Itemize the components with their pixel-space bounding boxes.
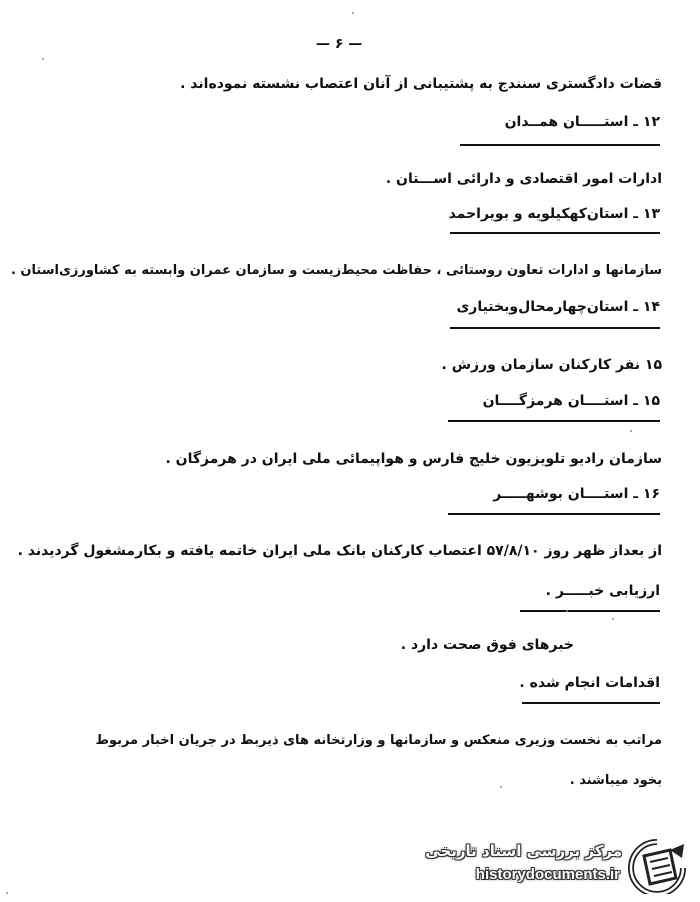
watermark-title: مرکز بررسی اسناد تاریخی [425,842,622,860]
body-text-evaluation: خبرهای فوق صحت دارد . [400,637,574,653]
heading-bushehr: ۱۶ ـ استــــان بوشهـــــر [493,486,660,502]
body-text-judges: قضات دادگستری سنندج به پشتیبانی از آنان اعتصاب نشسته نموده‌اند . [180,76,662,92]
heading-kohgiluyeh: ۱۳ ـ استان‌کهکیلویه و بویراحمد [448,206,660,222]
heading-underline [448,513,660,515]
heading-underline [460,144,660,146]
heading-hormozgan: ۱۵ ـ استــــان هرمزگــــان [482,393,660,409]
heading-chaharmahal: ۱۴ ـ استان‌چهارمحال‌وبختیاری [456,299,660,315]
body-text-actions-line2: بخود میباشند . [569,773,662,788]
heading-hamadan: ۱۲ ـ استـــــان همــدان [504,114,660,130]
body-text-actions-line1: مراتب به نخست وزیری منعکس و سازمانها و وزارتخانه های ذیربط در جریان اخبار مربوط [95,733,662,748]
heading-underline [450,327,660,329]
heading-underline [448,420,660,422]
heading-underline [450,232,660,234]
page-number: — ۶ — [316,36,363,52]
body-text-chaharmahal: ۱۵ نفر کارکنان سازمان ورزش . [441,357,662,373]
body-text-bushehr: از بعداز ظهر روز ۵۷/۸/۱۰ اعتصاب کارکنان بانک ملی ایران خاتمه یافته و بکارمشغول گردیدند . [17,543,662,559]
body-text-hormozgan: سازمان رادیو تلویزیون خلیج فارس و هواپیمائی ملی ایران در هرمزگان . [165,451,662,467]
heading-underline [520,610,660,612]
document-archive-logo-icon [626,838,688,894]
heading-actions: اقدامات انجام شده . [519,675,660,691]
heading-underline [522,702,660,704]
body-text-hamadan: ادارات امور اقتصادی و دارائی اســـتان . [385,171,662,187]
heading-evaluation: ارزیابی خبـــــر . [545,583,660,599]
watermark-url: historydocuments.ir [475,866,620,883]
body-text-kohgiluyeh: سازمانها و ادارات تعاون روستائی ، حفاظت محیط‌زیست و سازمان عمران وابسته به کشاورزی‌استان . [10,263,662,278]
